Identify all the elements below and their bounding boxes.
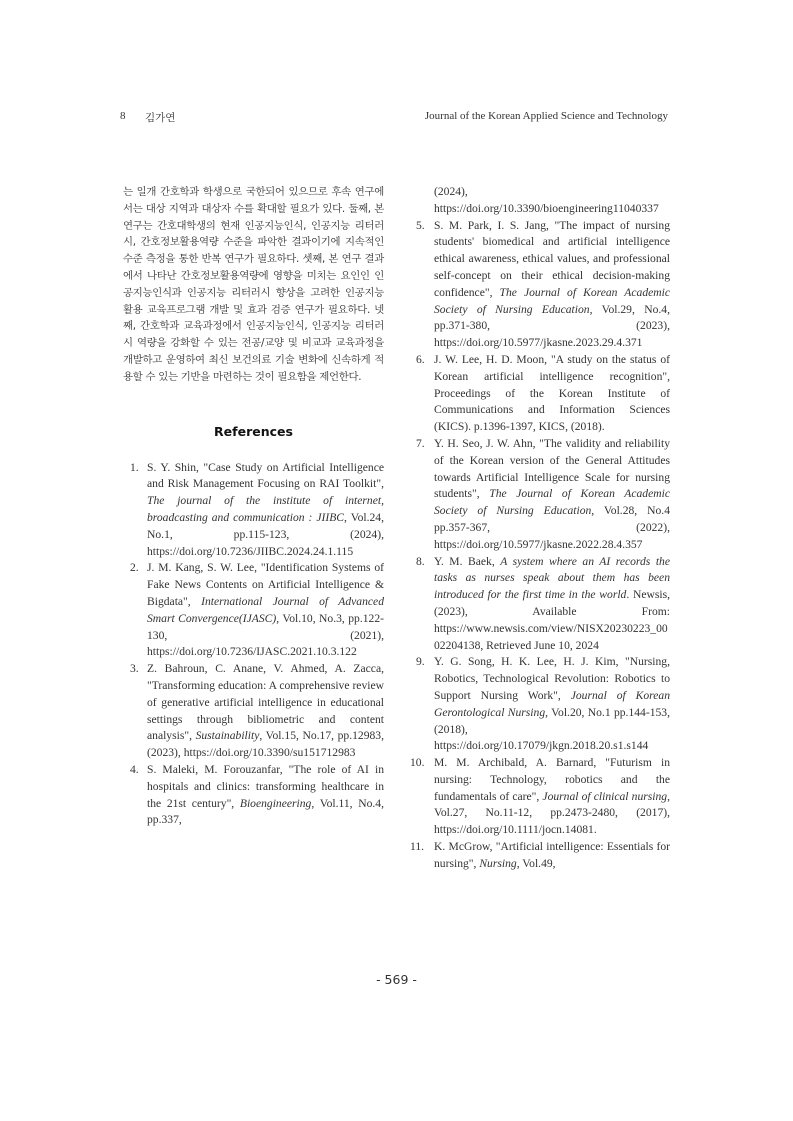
reference-source-italic: The Journal of Korean Academic Society of Nursing Education xyxy=(434,285,670,316)
body-paragraph: 는 일개 간호학과 학생으로 국한되어 있으므로 후속 연구에서는 대상 지역과 대상자 수를 확대할 필요가 있다. 둘째, 본 연구는 간호대학생의 현재 인공지능인식, 인공지능 리터러시, 간호정보활용역량 수준을 파악한 결과이기에 지속적인 수준 측정을 통한 반복 연구가 필요하다. 셋째, 본 연구 결과에서 나타난 간호정보활용역량에 영향을 미치는 요인인 인공지능인식과 인공지능 리터러시 향상을 고려한 인공지능 활용 교육프로그램 개발 및 효과 검증 연구가 필요하다. 넷째, 간호학과 교육과정에서 인공지능인식, 인공지능 리터러시 역량을 강화할 수 있는 전공/교양 및 비교과 교육과정을 개발하고 운영하여 최신 보건의료 기술 변화에 신속하게 적용할 수 있는 기반을 마련하는 것이 필요함을 제언한다. xyxy=(123,186,384,383)
reference-details: , Vol.20, No.1 pp.144-153, (2018), https://doi.org/10.17079/jkgn.2018.20.s1.s144 xyxy=(434,705,670,753)
left-column xyxy=(123,184,384,829)
reference-number: 6. xyxy=(416,352,425,366)
reference-source-italic: Journal of clinical nursing xyxy=(542,789,668,803)
reference-number: 5. xyxy=(416,218,425,232)
reference-text: M. M. Archibald, A. Barnard, "Futurism in nursing: Technology, robotics and the fundamentals of care", xyxy=(434,756,670,803)
reference-text: Y. H. Seo, J. W. Ahn, "The validity and reliability of the Korean version of the General Attitudes towards Artificial Intelligence Scale for nursing students", xyxy=(434,436,670,501)
reference-number: 7. xyxy=(416,436,425,450)
reference-item xyxy=(410,554,670,655)
reference-source-italic: Nursing xyxy=(479,856,517,870)
reference-number: 11. xyxy=(410,840,425,854)
reference-details: . Newsis, (2023), Available From: https://www.newsis.com/view/NISX20230223_0002204138, Retrieved June 10, 2024 xyxy=(434,588,671,652)
references-heading: References xyxy=(214,423,293,439)
header-journal-title: Journal of the Korean Applied Science and Technology xyxy=(424,110,668,122)
reference-number: 10. xyxy=(410,756,425,770)
reference-item xyxy=(410,839,670,873)
reference-source-italic: The Journal of Korean Academic Society of Nursing Education xyxy=(434,487,670,518)
reference-text: (2024), https://doi.org/10.3390/bioengineering11040337 xyxy=(434,185,659,215)
reference-source-italic: The journal of the institute of internet, broadcasting and communication : JIIBC xyxy=(147,494,384,524)
reference-number: 9. xyxy=(416,655,425,669)
reference-text: Z. Bahroun, C. Anane, V. Ahmed, A. Zacca, "Transforming education: A comprehensive review of generative artificial intelligence in educational settings through bibliometric and content analysis", xyxy=(147,662,384,743)
reference-details: , Vol.15, No.17, pp.12983, (2023), https://doi.org/10.3390/su151712983 xyxy=(147,729,384,760)
reference-number: 3. xyxy=(130,662,139,676)
reference-source-italic: A system where an AI records the tasks as nurses speak about them has been introduced for the first time in the world xyxy=(434,554,670,602)
reference-item xyxy=(123,762,384,829)
reference-item xyxy=(410,436,670,554)
reference-item xyxy=(123,661,384,762)
reference-item xyxy=(410,755,670,839)
reference-text: J. W. Lee, H. D. Moon, "A study on the status of Korean artificial intelligence recognition", Proceedings of the Korean Institute of Communications and Information Sciences (KICS). p.1396-1397, KICS, (2018). xyxy=(434,352,670,434)
reference-text: Y. M. Baek, xyxy=(434,554,501,568)
page-footer-number: - 569 - xyxy=(376,972,417,987)
reference-details: , Vol.10, No.3, pp.122-130, (2021), https://doi.org/10.7236/IJASC.2021.10.3.122 xyxy=(147,611,385,659)
reference-list-right xyxy=(410,184,670,873)
reference-details: , Vol.11, No.4, pp.337, xyxy=(147,796,384,827)
reference-details: , Vol.28, No.4 pp.357-367, (2022), https://doi.org/10.5977/jkasne.2022.28.4.357 xyxy=(434,504,670,551)
reference-source-italic: Journal of Korean Gerontological Nursing xyxy=(434,688,670,719)
reference-text: S. M. Park, I. S. Jang, "The impact of nursing students' biomedical and artificial intelligence ethical awareness, ethical values, and professional self-concept on their ethical decision-making confidence", xyxy=(434,218,670,299)
reference-item xyxy=(410,218,670,352)
reference-text: S. Y. Shin, "Case Study on Artificial Intelligence and Risk Management Focusing on RAI Toolkit", xyxy=(147,460,384,491)
header-page-number: 8 xyxy=(120,110,126,122)
reference-text: J. M. Kang, S. W. Lee, "Identification Systems of Fake News Contents on Artificial Intelligence & Bigdata", xyxy=(147,561,384,608)
reference-details: , Vol.49, xyxy=(516,856,556,870)
reference-text: S. Maleki, M. Forouzanfar, "The role of AI in hospitals and clinics: transforming healthcare in the 21st century", xyxy=(147,762,384,810)
reference-item xyxy=(410,352,670,436)
reference-text: K. McGrow, "Artificial intelligence: Essentials for nursing", xyxy=(434,840,670,870)
reference-number: 4. xyxy=(130,762,139,776)
running-header xyxy=(120,110,668,126)
reference-details: , Vol.24, No.1, pp.115-123, (2024), https://doi.org/10.7236/JIIBC.2024.24.1.115 xyxy=(147,510,384,558)
reference-source-italic: International Journal of Advanced Smart Convergence(IJASC) xyxy=(147,594,384,625)
reference-text: Y. G. Song, H. K. Lee, H. J. Kim, "Nursing, Robotics, Technological Revolution: Robotics to Support Nursing Work", xyxy=(434,655,670,702)
reference-number: 1. xyxy=(130,460,139,474)
reference-details: , Vol.27, No.11-12, pp.2473-2480, (2017), https://doi.org/10.1111/jocn.14081. xyxy=(434,789,670,837)
reference-number: 8. xyxy=(416,554,425,568)
reference-source-italic: Bioengineering xyxy=(239,796,312,810)
reference-item xyxy=(123,560,384,661)
header-author: 김가연 xyxy=(145,112,176,124)
reference-details: , Vol.29, No.4, pp.371-380, (2023), https://doi.org/10.5977/jkasne.2023.29.4.371 xyxy=(434,302,670,350)
reference-item xyxy=(123,460,384,561)
reference-item xyxy=(410,654,670,755)
reference-list-left xyxy=(123,460,384,830)
reference-item xyxy=(410,184,670,218)
reference-source-italic: Sustainability xyxy=(195,729,260,743)
right-column xyxy=(410,184,670,873)
reference-number: 2. xyxy=(130,561,139,575)
